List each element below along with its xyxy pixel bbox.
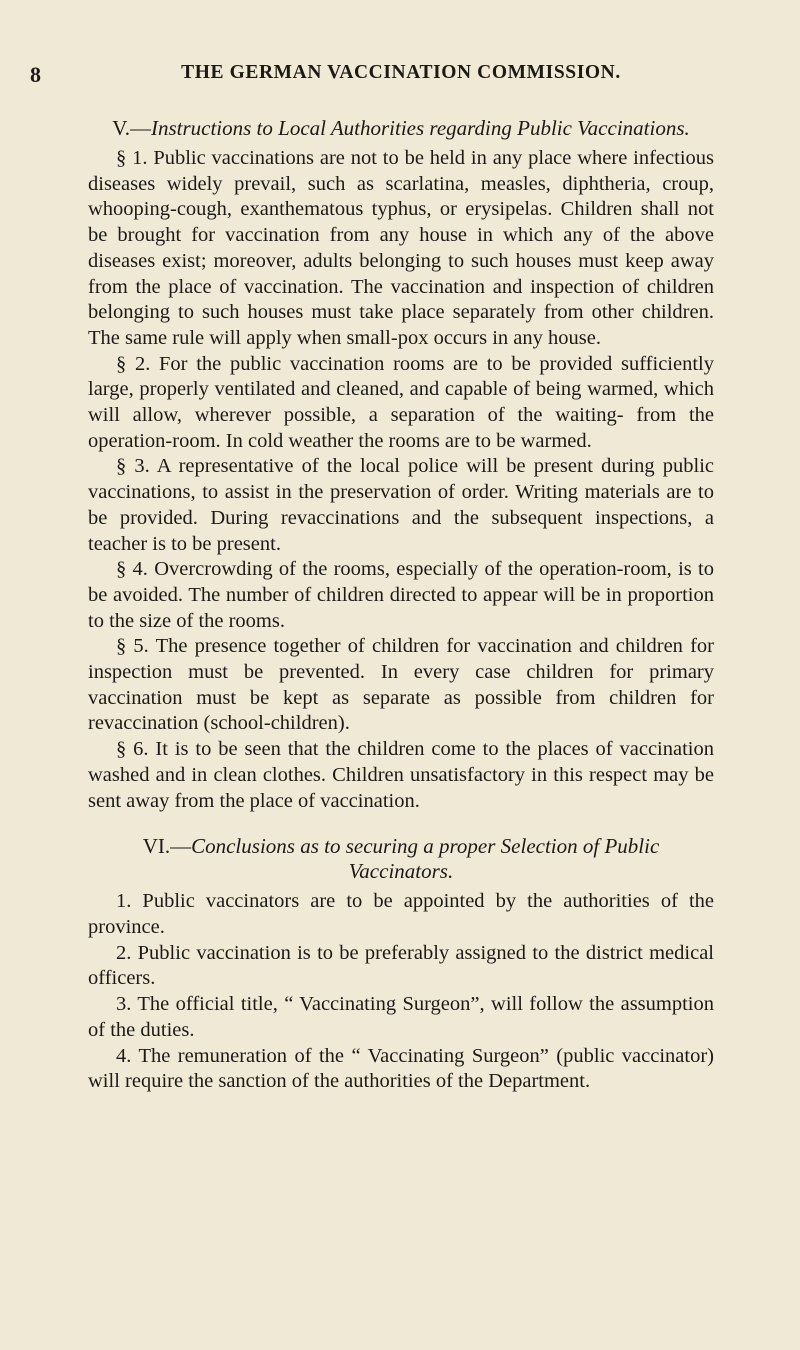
running-title: THE GERMAN VACCINATION COMMISSION. [181, 62, 621, 83]
section-vi-paragraph-4: 4. The remuneration of the “ Vaccinating Surgeon” (public vaccinator) will require the sanction of the authorities of the Department. [88, 1044, 714, 1093]
section-vi-paragraph-2: 2. Public vaccination is to be preferably assigned to the district medical officers. [88, 941, 714, 990]
section-v-number: V.— [112, 116, 151, 140]
section-v-paragraph-5: § 5. The presence together of children for vaccination and children for inspection must be prevented. In every case children for primary vaccination must be kept as separate as possible from children for revaccination (school-children). [88, 635, 714, 735]
section-vi [88, 834, 714, 1095]
section-vi-title: Conclusions as to securing a proper Selection of Public Vaccinators. [191, 834, 660, 884]
section-v-title: Instructions to Local Authorities regarding Public Vaccinations. [150, 116, 690, 140]
section-v-heading [88, 116, 714, 141]
section-v-paragraph-2: § 2. For the public vaccination rooms are to be provided sufficiently large, properly ventilated and cleaned, and capable of being warmed, which will allow, wherever possible, a separation of the waiting- from the operation-room. In cold weather the rooms are to be warmed. [88, 352, 714, 452]
section-v-paragraph-6: § 6. It is to be seen that the children come to the places of vaccination washed and in clean clothes. Children unsatisfactory in this respect may be sent away from the place of vaccination. [88, 738, 714, 812]
section-vi-paragraph-1: 1. Public vaccinators are to be appointed by the authorities of the province. [88, 890, 714, 938]
section-vi-paragraph-3: 3. The official title, “ Vaccinating Surgeon”, will follow the assumption of the duties. [88, 993, 714, 1041]
section-vi-heading [88, 834, 714, 884]
section-vi-number: VI.— [142, 834, 192, 859]
page-number: 8 [30, 62, 41, 87]
section-v-paragraph-1: § 1. Public vaccinations are not to be held in any place where infectious diseases widely prevail, such as scarlatina, measles, diphtheria, croup, whooping-cough, exanthematous typhus, or erysipelas. Children shall not be brought for vaccination from any house in which any of the above diseases exist; moreover, adults belonging to such houses must keep away from the place of vaccination. The vaccination and inspection of children belonging to such houses must take place separately from other children. The same rule will apply when small-pox occurs in any house. [88, 147, 714, 349]
section-v [88, 116, 714, 814]
running-head [30, 52, 714, 92]
section-v-paragraph-4: § 4. Overcrowding of the rooms, especially of the operation-room, is to be avoided. The number of children directed to appear will be in proportion to the size of the rooms. [88, 558, 714, 632]
section-v-paragraph-3: § 3. A representative of the local police will be present during public vaccinations, to assist in the preservation of order. Writing materials are to be provided. During revaccinations and the subsequent inspections, a teacher is to be present. [88, 455, 714, 555]
